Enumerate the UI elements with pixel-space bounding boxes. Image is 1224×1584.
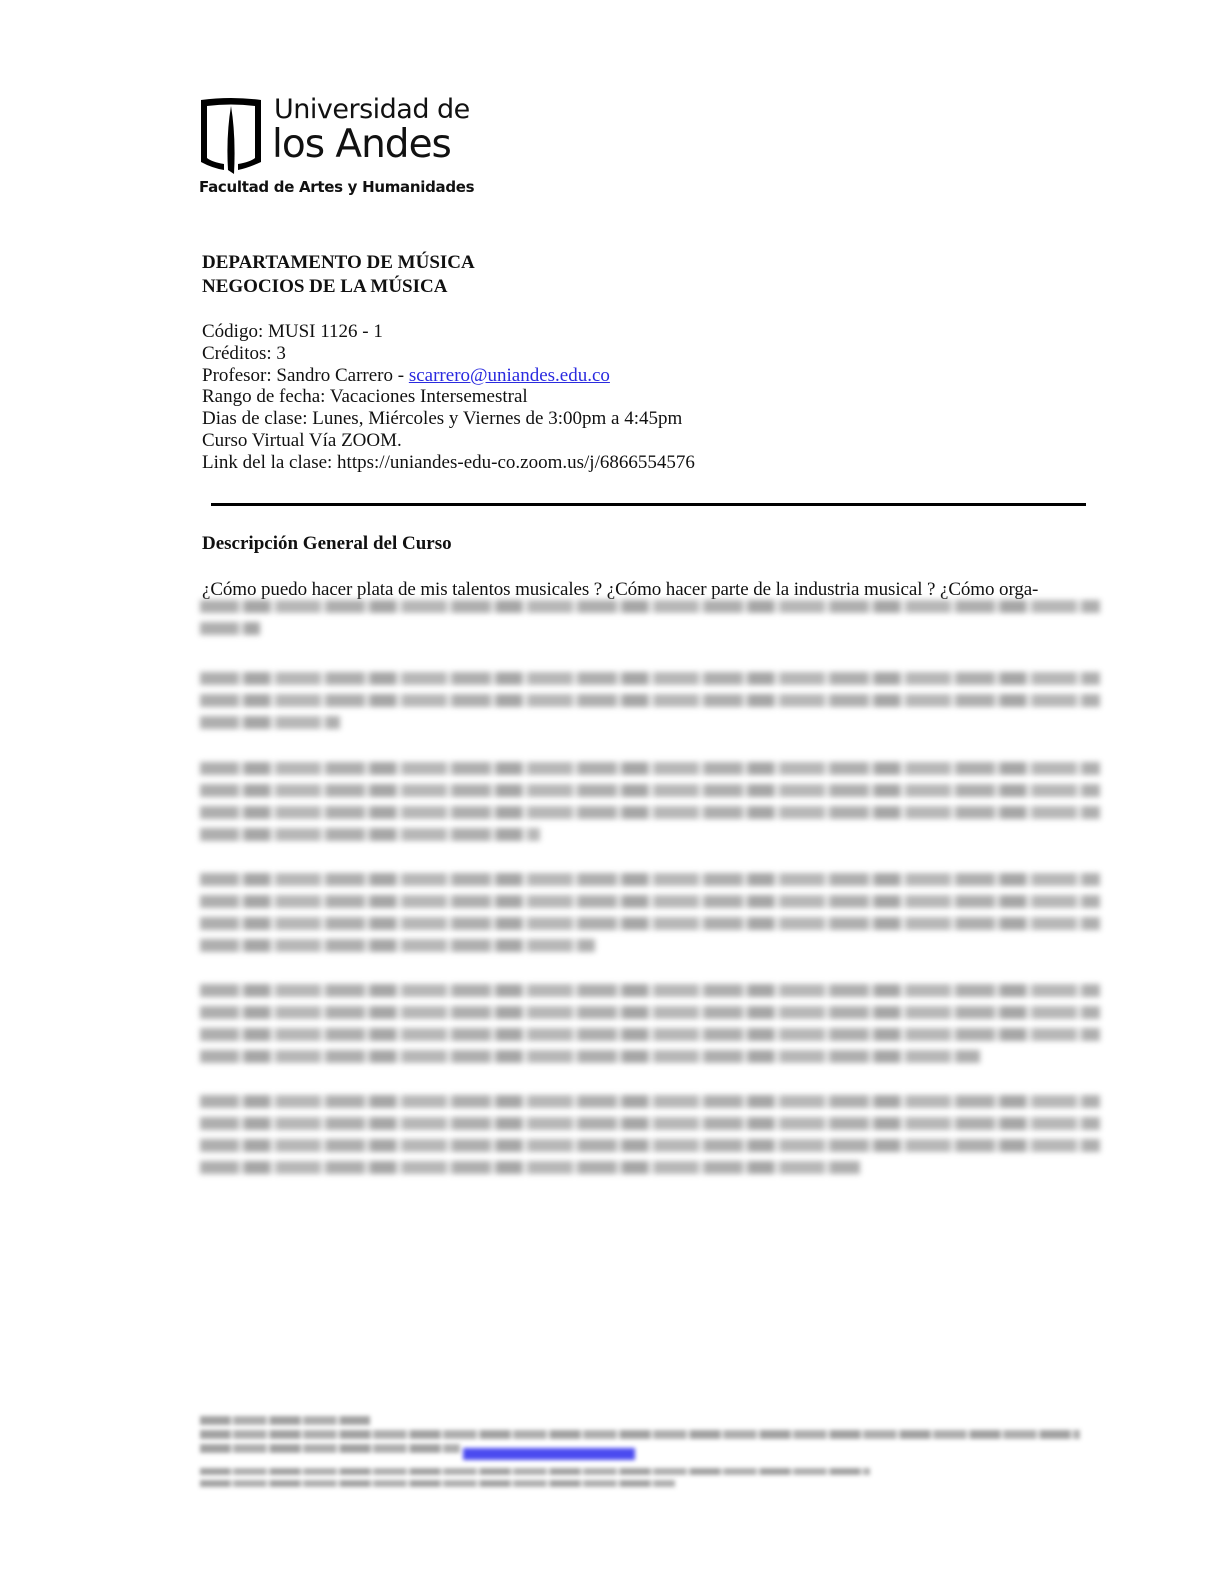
logo-faculty: Facultad de Artes y Humanidades [199,178,475,196]
professor-label: Profesor: Sandro Carrero - [202,364,409,386]
course-title: NEGOCIOS DE LA MÚSICA [202,276,448,297]
section-heading: Descripción General del Curso [202,533,452,554]
course-days: Dias de clase: Lunes, Miércoles y Viernes de 3:00pm a 4:45pm [202,408,683,430]
footer-link[interactable] [463,1448,635,1460]
blurred-paragraph [200,600,1100,644]
university-logo [198,94,475,206]
divider [211,503,1086,506]
blurred-paragraph [200,1095,1100,1183]
course-credits: Créditos: 3 [202,342,286,364]
course-info [202,321,695,474]
blurred-paragraph [200,873,1100,961]
logo-text-line1: Universidad de [274,94,470,125]
logo-text-line2: los Andes [272,122,451,167]
department-title: DEPARTAMENTO DE MÚSICA [202,252,475,273]
professor-email-link[interactable]: scarrero@uniandes.edu.co [408,364,610,386]
document-header [202,251,475,299]
course-code: Código: MUSI 1126 - 1 [202,321,383,342]
description-first-line: ¿Cómo puedo hacer plata de mis talentos musicales ? ¿Cómo hacer parte de la industria musical ? ¿Cómo orga- [202,579,1039,600]
course-link: Link del la clase: https://uniandes-edu-co.zoom.us/j/6866554576 [202,451,695,473]
blurred-footer [200,1416,1080,1492]
course-professor [202,365,695,387]
blurred-paragraph [200,984,1100,1072]
shield-icon [198,96,264,176]
course-date-range: Rango de fecha: Vacaciones Intersemestral [202,386,528,408]
course-mode: Curso Virtual Vía ZOOM. [202,429,402,451]
blurred-paragraph [200,672,1100,738]
blurred-paragraph [200,762,1100,850]
